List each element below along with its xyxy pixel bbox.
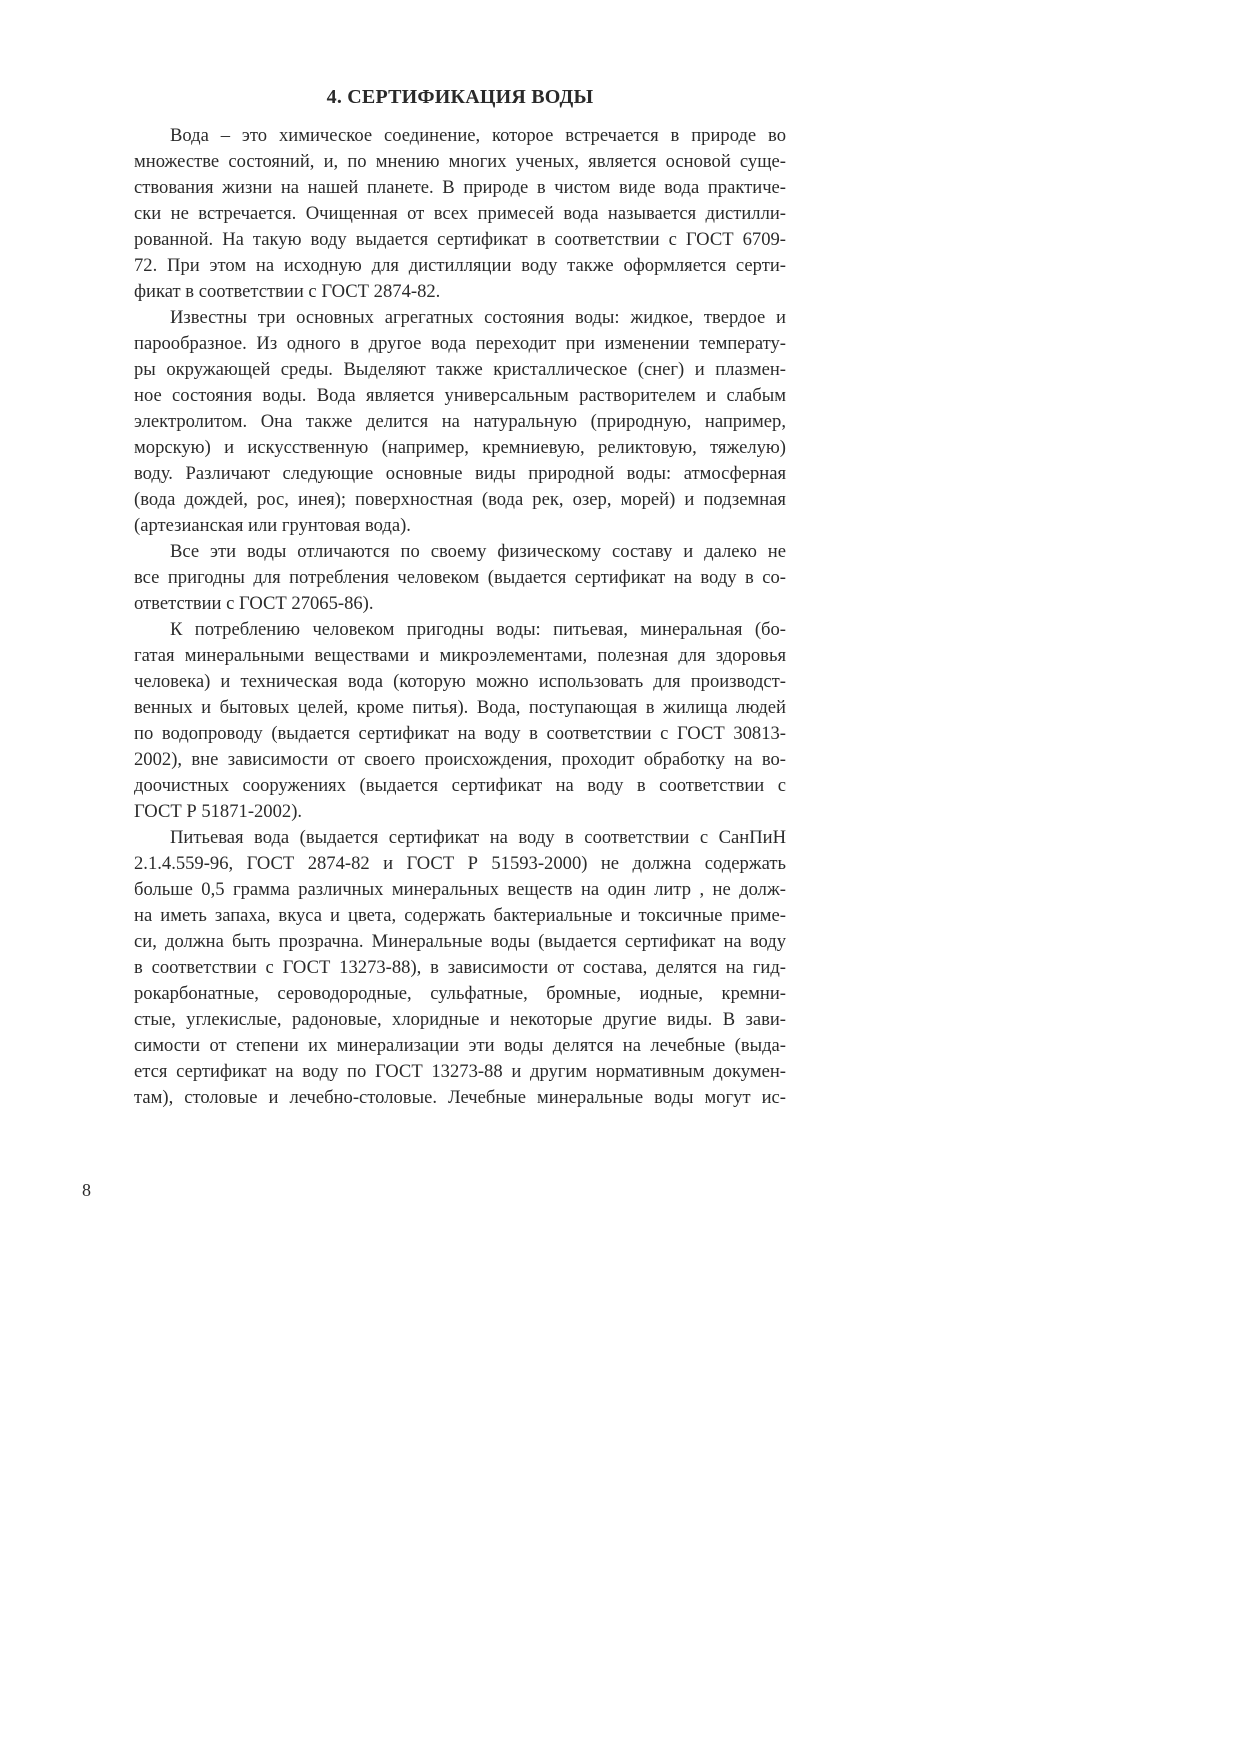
text-line: Все эти воды отличаются по своему физическому составу и далеко не (170, 541, 786, 562)
text-line: стые, углекислые, радоновые, хлоридные и некоторые другие виды. В зави- (134, 1009, 786, 1030)
text-line: (артезианская или грунтовая вода). (134, 515, 411, 536)
text-line: доочистных сооружениях (выдается сертификат на воду в соответствии с (134, 775, 786, 796)
text-line: парообразное. Из одного в другое вода переходит при изменении температу- (134, 333, 786, 354)
text-line: ски не встречается. Очищенная от всех примесей вода называется дистилли- (134, 203, 786, 224)
text-line: венных и бытовых целей, кроме питья). Вода, поступающая в жилища людей (134, 697, 786, 718)
text-line: электролитом. Она также делится на натуральную (природную, например, (134, 411, 786, 432)
text-line: 2002), вне зависимости от своего происхождения, проходит обработку на во- (134, 749, 786, 770)
text-line: гатая минеральными веществами и микроэлементами, полезная для здоровья (134, 645, 786, 666)
text-line: рованной. На такую воду выдается сертификат в соответствии с ГОСТ 6709- (134, 229, 786, 250)
text-line: ется сертификат на воду по ГОСТ 13273-88 и другим нормативным докумен- (134, 1061, 786, 1082)
text-line: человека) и техническая вода (которую можно использовать для производст- (134, 671, 786, 692)
text-line: рокарбонатные, сероводородные, сульфатные, бромные, иодные, кремни- (134, 983, 786, 1004)
paragraph (134, 825, 786, 1111)
text-line: ры окружающей среды. Выделяют также кристаллическое (снег) и плазмен- (134, 359, 786, 380)
body-text (134, 123, 786, 1111)
text-line: по водопроводу (выдается сертификат на воду в соответствии с ГОСТ 30813- (134, 723, 786, 744)
text-line: в соответствии с ГОСТ 13273-88), в зависимости от состава, делятся на гид- (134, 957, 786, 978)
section-title: 4. СЕРТИФИКАЦИЯ ВОДЫ (326, 86, 594, 108)
text-line: ное состояния воды. Вода является универсальным растворителем и слабым (134, 385, 786, 406)
text-line: морскую) и искусственную (например, кремниевую, реликтовую, тяжелую) (134, 437, 786, 458)
text-line: все пригодны для потребления человеком (выдается сертификат на воду в со- (134, 567, 786, 588)
text-line: К потреблению человеком пригодны воды: питьевая, минеральная (бо- (170, 619, 786, 640)
text-line: ответствии с ГОСТ 27065-86). (134, 593, 374, 614)
text-line: Вода – это химическое соединение, которое встречается в природе во (170, 125, 786, 146)
paragraph (134, 617, 786, 825)
text-line: Известны три основных агрегатных состояния воды: жидкое, твердое и (170, 307, 786, 328)
text-line: множестве состояний, и, по мнению многих ученых, является основой суще- (134, 151, 786, 172)
page-number: 8 (82, 1180, 91, 1200)
paragraph (134, 123, 786, 305)
text-line: фикат в соответствии с ГОСТ 2874-82. (134, 281, 441, 302)
text-line: там), столовые и лечебно-столовые. Лечебные минеральные воды могут ис- (134, 1087, 786, 1108)
text-line: 72. При этом на исходную для дистилляции воду также оформляется серти- (134, 255, 786, 276)
paragraph (134, 305, 786, 539)
text-line: симости от степени их минерализации эти воды делятся на лечебные (выда- (134, 1035, 786, 1056)
text-line: воду. Различают следующие основные виды природной воды: атмосферная (134, 463, 786, 484)
paragraph (134, 539, 786, 617)
text-line: ствования жизни на нашей планете. В природе в чистом виде вода практиче- (134, 177, 786, 198)
text-line: больше 0,5 грамма различных минеральных веществ на один литр , не долж- (134, 879, 786, 900)
text-line: на иметь запаха, вкуса и цвета, содержать бактериальные и токсичные приме- (134, 905, 786, 926)
text-line: си, должна быть прозрачна. Минеральные воды (выдается сертификат на воду (134, 931, 786, 952)
text-line: (вода дождей, рос, инея); поверхностная (вода рек, озер, морей) и подземная (134, 489, 786, 510)
text-line: ГОСТ Р 51871-2002). (134, 801, 303, 822)
text-line: 2.1.4.559-96, ГОСТ 2874-82 и ГОСТ Р 51593-2000) не должна содержать (134, 853, 786, 874)
text-line: Питьевая вода (выдается сертификат на воду в соответствии с СанПиН (170, 827, 786, 848)
